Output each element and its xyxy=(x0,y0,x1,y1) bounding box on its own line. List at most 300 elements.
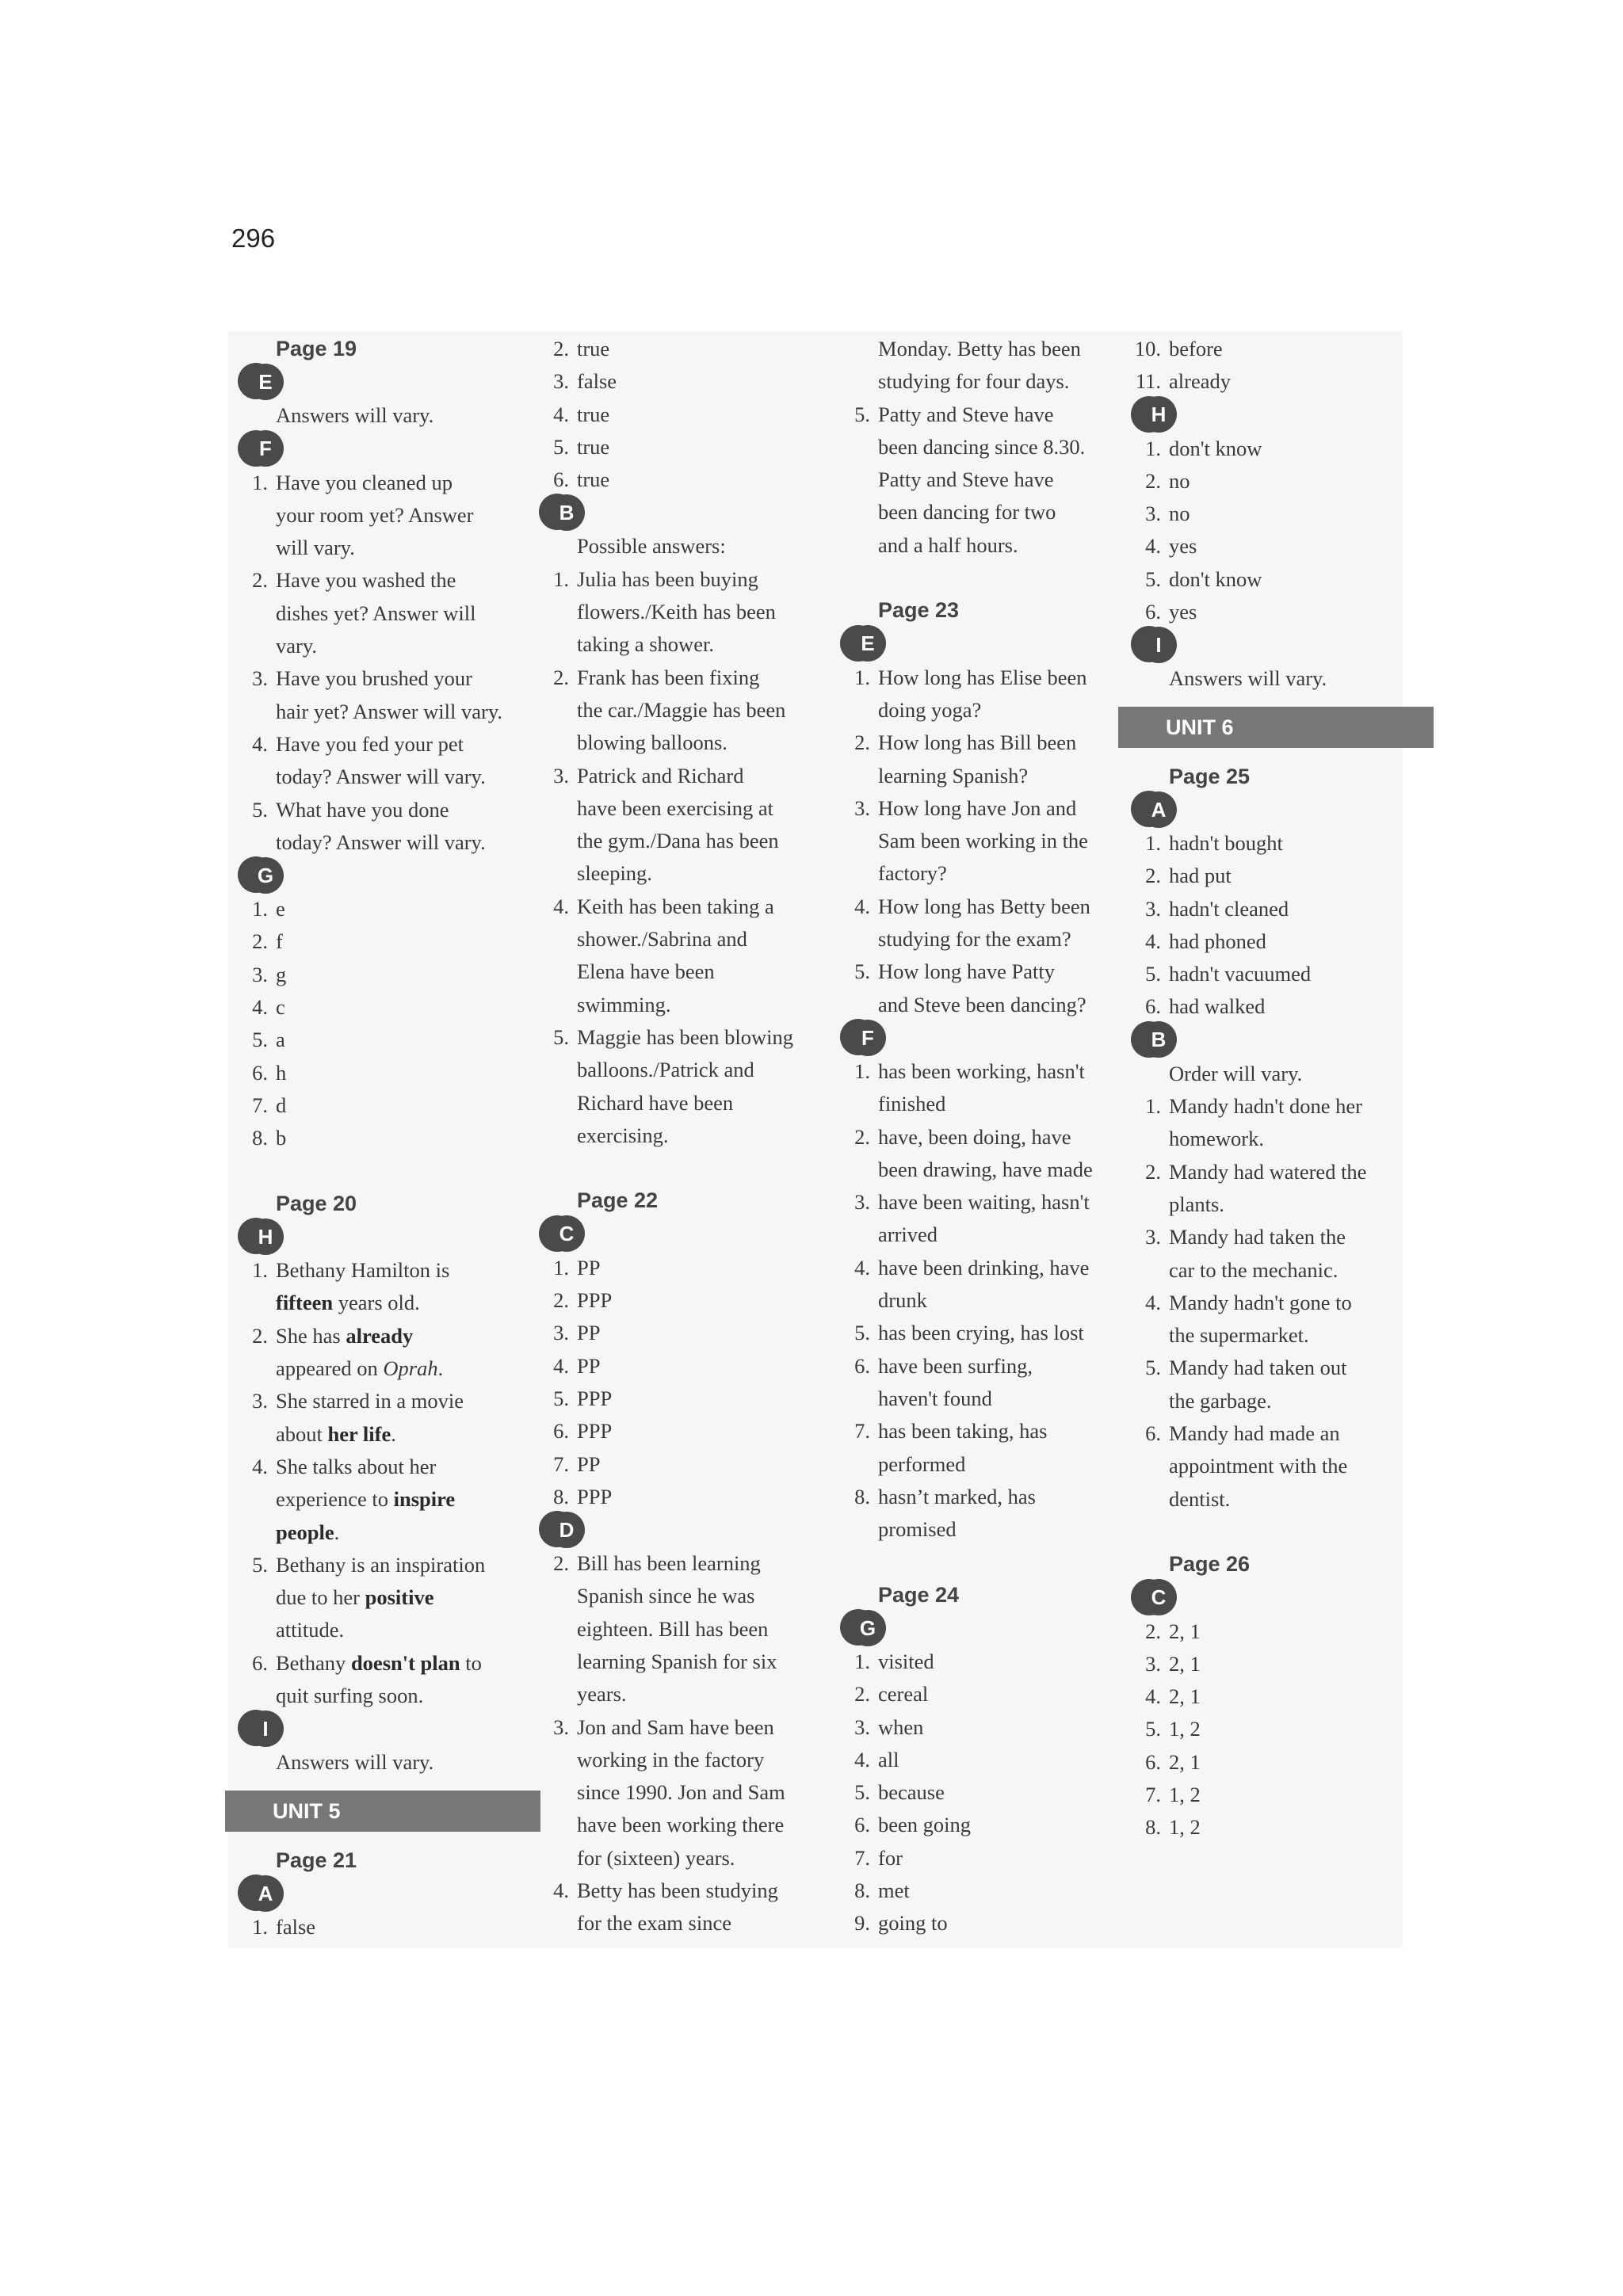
answer-text: drunk xyxy=(878,1288,927,1313)
answer-text: How long has Bill been xyxy=(878,730,1077,755)
answer-item xyxy=(529,1021,815,1054)
item-number: 6. xyxy=(1145,1749,1161,1774)
exercise-badge xyxy=(238,363,274,399)
item-number: 1. xyxy=(1145,1094,1161,1119)
answer-text: Patty and Steve have xyxy=(878,402,1054,426)
answer-text: vary. xyxy=(276,634,317,658)
item-number: 3. xyxy=(854,795,870,820)
answer-note xyxy=(1121,662,1399,695)
exercise-badge xyxy=(539,1511,575,1547)
answer-text: car to the mechanic. xyxy=(1169,1257,1338,1282)
answer-text: 2, 1 xyxy=(1169,1684,1201,1709)
answer-continuation xyxy=(831,825,1116,857)
answer-text: haven't found xyxy=(878,1386,992,1410)
answer-text: working in the factory xyxy=(577,1747,765,1772)
item-number: 4. xyxy=(252,1454,268,1478)
answer-continuation xyxy=(228,761,506,793)
answer-item xyxy=(831,1350,1116,1383)
item-number: 2. xyxy=(252,929,268,954)
answer-text: Oprah xyxy=(383,1356,438,1381)
answer-item xyxy=(1121,925,1399,958)
answer-text: Patty and Steve have xyxy=(878,467,1054,492)
answer-continuation xyxy=(529,923,815,955)
item-number: 5. xyxy=(1145,1356,1161,1380)
answer-text: been drawing, have made xyxy=(878,1157,1093,1181)
answer-item xyxy=(1121,333,1399,365)
answer-text: doing yoga? xyxy=(878,697,982,722)
exercise-letter-badge: G xyxy=(247,857,284,894)
exercise-letter-badge: G xyxy=(850,1610,886,1646)
answer-item xyxy=(831,1842,1116,1875)
answer-text: arrived xyxy=(878,1222,938,1247)
answer-text: for the exam since xyxy=(577,1911,731,1936)
item-number: 4. xyxy=(553,1878,569,1903)
item-number: 3. xyxy=(1145,1651,1161,1676)
answer-item xyxy=(228,794,506,826)
answer-text: PPP xyxy=(577,1484,613,1508)
answer-item xyxy=(529,662,815,694)
item-number: 1. xyxy=(252,1258,268,1283)
item-number: 11. xyxy=(1135,369,1161,394)
answer-text: exercising. xyxy=(577,1123,669,1147)
answer-continuation xyxy=(228,532,506,564)
answer-text: false xyxy=(577,369,617,394)
answer-item xyxy=(1121,1746,1399,1779)
answer-item xyxy=(831,1415,1116,1447)
answer-text: had put xyxy=(1169,864,1232,888)
item-number: 5. xyxy=(252,797,268,822)
item-number: 2. xyxy=(1145,1619,1161,1643)
item-number: 2. xyxy=(553,1551,569,1576)
answer-text: She has xyxy=(276,1323,346,1348)
answer-continuation xyxy=(529,1119,815,1152)
item-number: 5. xyxy=(553,434,569,459)
answer-text: studying for four days. xyxy=(878,369,1070,394)
answer-text: met xyxy=(878,1878,910,1903)
answer-text: Possible answers: xyxy=(577,534,726,559)
answer-item xyxy=(1121,1779,1399,1811)
answer-item xyxy=(228,564,506,597)
exercise-letter-badge: A xyxy=(247,1875,284,1912)
answer-text: Betty has been studying xyxy=(577,1878,778,1903)
answer-text: since 1990. Jon and Sam xyxy=(577,1780,785,1805)
answer-item xyxy=(1121,465,1399,498)
answer-continuation xyxy=(831,496,1116,528)
answer-text: dentist. xyxy=(1169,1486,1231,1511)
answer-text: false xyxy=(276,1914,316,1939)
answer-continuation xyxy=(529,1907,815,1939)
page-heading-text: Page 19 xyxy=(276,337,357,360)
answer-continuation xyxy=(1121,1123,1399,1155)
answer-item xyxy=(228,467,506,499)
answer-text: don't know xyxy=(1169,436,1262,460)
item-number: 4. xyxy=(1145,929,1161,953)
answer-continuation xyxy=(228,1516,506,1549)
answer-text: quit surfing soon. xyxy=(276,1683,424,1707)
answer-continuation xyxy=(1121,1254,1399,1287)
item-number: 6. xyxy=(252,1060,268,1085)
item-number: 4. xyxy=(1145,1684,1161,1709)
item-number: 3. xyxy=(252,962,268,986)
answer-text: blowing balloons. xyxy=(577,730,727,755)
answer-item xyxy=(831,727,1116,759)
answer-text: hasn’t marked, has xyxy=(878,1484,1036,1508)
item-number: 2. xyxy=(252,568,268,593)
exercise-badge xyxy=(1131,396,1167,433)
answer-continuation xyxy=(228,696,506,728)
answer-continuation xyxy=(529,1054,815,1086)
answer-text: homework. xyxy=(1169,1127,1264,1151)
answer-item xyxy=(831,1481,1116,1513)
exercise-letter-badge: F xyxy=(850,1020,886,1056)
answer-item xyxy=(1121,1615,1399,1648)
answer-text: due to her xyxy=(276,1585,365,1610)
answer-text: about xyxy=(276,1421,328,1446)
item-number: 5. xyxy=(252,1028,268,1052)
answer-item xyxy=(228,893,506,925)
answer-item xyxy=(831,1252,1116,1284)
answer-item xyxy=(529,399,815,431)
answer-text: How long has Betty been xyxy=(878,894,1090,918)
answer-continuation xyxy=(529,1646,815,1678)
item-number: 5. xyxy=(553,1024,569,1049)
answer-item xyxy=(228,959,506,991)
answer-continuation xyxy=(831,923,1116,955)
answer-text: Have you brushed your xyxy=(276,666,473,691)
answer-text: e xyxy=(276,897,285,921)
section-heading xyxy=(1121,761,1399,793)
answer-item xyxy=(1121,563,1399,596)
answer-text: have been working there xyxy=(577,1813,785,1837)
answer-text: She starred in a movie xyxy=(276,1389,464,1413)
page-number: 296 xyxy=(231,223,276,253)
answer-item xyxy=(831,1907,1116,1939)
answer-text: and a half hours. xyxy=(878,532,1018,557)
answer-text: f xyxy=(276,929,283,954)
answer-item xyxy=(529,1547,815,1580)
item-number: 3. xyxy=(252,1389,268,1413)
answer-text: have been exercising at xyxy=(577,795,773,820)
exercise-letter-badge: E xyxy=(247,364,284,400)
answer-item xyxy=(831,891,1116,923)
answer-item xyxy=(529,563,815,596)
answer-column-4 xyxy=(1121,333,1399,1844)
answer-continuation xyxy=(228,826,506,859)
answer-item xyxy=(1121,893,1399,925)
answer-item xyxy=(1121,1648,1399,1680)
answer-continuation xyxy=(529,1744,815,1776)
answer-item xyxy=(1121,1156,1399,1188)
answer-continuation xyxy=(831,760,1116,792)
answer-text: PP xyxy=(577,1451,601,1476)
item-number: 6. xyxy=(1145,600,1161,624)
answer-column-1 xyxy=(228,333,506,1943)
answer-continuation xyxy=(831,529,1116,562)
page-heading-text: Page 26 xyxy=(1169,1552,1251,1577)
exercise-letter-badge: B xyxy=(548,494,585,531)
answer-continuation xyxy=(831,431,1116,463)
item-number: 6. xyxy=(1145,994,1161,1019)
item-number: 5. xyxy=(1145,962,1161,986)
answer-text: had walked xyxy=(1169,994,1266,1019)
page-heading-text: Page 25 xyxy=(1169,764,1251,788)
answer-text: yes xyxy=(1169,600,1197,624)
answer-continuation xyxy=(831,1383,1116,1415)
answer-item xyxy=(529,891,815,923)
answer-item xyxy=(1121,958,1399,990)
answer-text: attitude. xyxy=(276,1618,345,1642)
item-number: 2. xyxy=(1145,468,1161,493)
answer-continuation xyxy=(529,1842,815,1875)
answer-text: true xyxy=(577,467,610,492)
answer-continuation xyxy=(228,1614,506,1646)
item-number: 3. xyxy=(553,369,569,394)
spacer xyxy=(831,1546,1116,1578)
exercise-badge xyxy=(238,1218,274,1254)
item-number: 4. xyxy=(553,894,569,918)
item-number: 3. xyxy=(553,763,569,788)
answer-continuation xyxy=(831,1448,1116,1481)
answer-item xyxy=(228,1451,506,1483)
answer-text: appeared on xyxy=(276,1356,384,1381)
item-number: 2. xyxy=(553,1288,569,1313)
answer-text: and Steve been dancing? xyxy=(878,992,1086,1016)
answer-text: Richard have been xyxy=(577,1090,734,1115)
answer-continuation xyxy=(228,499,506,532)
answer-item xyxy=(228,1122,506,1154)
answer-text: when xyxy=(878,1714,924,1739)
answer-text: have been drinking, have xyxy=(878,1255,1090,1280)
item-number: 4. xyxy=(553,1353,569,1378)
answer-text: taking a shower. xyxy=(577,632,714,657)
answer-text: balloons./Patrick and xyxy=(577,1058,754,1082)
answer-item xyxy=(831,1875,1116,1907)
answer-item xyxy=(529,365,815,398)
answer-text: sleeping. xyxy=(577,861,652,886)
answer-item xyxy=(529,1875,815,1907)
answer-item xyxy=(1121,433,1399,465)
item-number: 5. xyxy=(1145,566,1161,591)
answer-item xyxy=(228,1089,506,1122)
answer-text: all xyxy=(878,1747,899,1772)
exercise-badge xyxy=(840,625,876,662)
answer-text: 2, 1 xyxy=(1169,1619,1201,1643)
answer-continuation xyxy=(529,1809,815,1841)
unit-banner: UNIT 5 xyxy=(225,1791,540,1832)
answer-continuation xyxy=(228,1287,506,1319)
answer-text: Have you washed the xyxy=(276,568,456,593)
answer-text: hair yet? Answer will vary. xyxy=(276,699,503,723)
exercise-badge xyxy=(238,1710,274,1746)
item-number: 5. xyxy=(854,1780,870,1805)
answer-text: 2, 1 xyxy=(1169,1651,1201,1676)
answer-item xyxy=(228,1647,506,1680)
answer-text: the supermarket. xyxy=(1169,1323,1309,1348)
answer-text: learning Spanish? xyxy=(878,763,1029,788)
spacer xyxy=(1121,1516,1399,1548)
answer-text: PPP xyxy=(577,1419,613,1444)
exercise-badge xyxy=(1131,791,1167,827)
answer-note xyxy=(529,530,815,563)
answer-text: years. xyxy=(577,1682,627,1707)
answer-continuation xyxy=(529,825,815,857)
answer-item xyxy=(529,1415,815,1447)
answer-item xyxy=(529,463,815,496)
answer-item xyxy=(1121,1417,1399,1450)
answer-text: Bethany xyxy=(276,1650,351,1675)
answer-continuation xyxy=(831,365,1116,398)
answer-continuation xyxy=(529,1678,815,1711)
item-number: 5. xyxy=(252,1552,268,1577)
exercise-letter-badge: F xyxy=(247,430,284,467)
answer-text: Have you cleaned up xyxy=(276,470,453,494)
item-number: 4. xyxy=(252,995,268,1020)
answer-text: 2, 1 xyxy=(1169,1749,1201,1774)
exercise-letter-badge: B xyxy=(1140,1021,1177,1058)
answer-item xyxy=(228,991,506,1024)
answer-text: PP xyxy=(577,1321,601,1345)
answer-item xyxy=(831,1646,1116,1678)
answer-item xyxy=(831,662,1116,694)
item-number: 6. xyxy=(1145,1421,1161,1446)
item-number: 5. xyxy=(553,1386,569,1410)
item-number: 1. xyxy=(252,470,268,494)
item-number: 5. xyxy=(1145,1717,1161,1741)
answer-item xyxy=(1121,1090,1399,1123)
item-number: 2. xyxy=(553,337,569,360)
answer-text: Mandy had taken the xyxy=(1169,1225,1346,1249)
answer-text: to xyxy=(460,1650,482,1675)
exercise-badge xyxy=(840,1609,876,1646)
answer-item xyxy=(529,1383,815,1415)
answer-item xyxy=(228,1254,506,1287)
answer-continuation xyxy=(529,1087,815,1119)
answer-text: Mandy had watered the xyxy=(1169,1159,1367,1184)
answer-item xyxy=(831,1186,1116,1219)
answer-text: yes xyxy=(1169,534,1197,559)
answer-text: . xyxy=(437,1356,444,1381)
answer-text: Answers will vary. xyxy=(276,403,434,428)
answer-text: Mandy hadn't gone to xyxy=(1169,1290,1352,1314)
answer-column-2 xyxy=(529,333,815,1940)
answer-text: finished xyxy=(878,1092,946,1116)
answer-text: been dancing since 8.30. xyxy=(878,434,1086,459)
answer-text: Julia has been buying xyxy=(577,566,758,591)
answer-text: hadn't cleaned xyxy=(1169,896,1289,921)
answer-item xyxy=(529,1711,815,1744)
item-number: 4. xyxy=(1145,1290,1161,1314)
answer-continuation xyxy=(831,1088,1116,1120)
section-heading xyxy=(831,1579,1116,1611)
answer-item xyxy=(1121,1287,1399,1319)
exercise-letter-badge: E xyxy=(850,625,886,662)
answer-text: PPP xyxy=(577,1386,613,1410)
answer-text: Bethany is an inspiration xyxy=(276,1552,486,1577)
answer-text: doesn't plan xyxy=(350,1650,460,1675)
item-number: 2. xyxy=(854,1124,870,1149)
answer-item xyxy=(228,1911,506,1943)
answer-continuation xyxy=(831,1284,1116,1317)
answer-note xyxy=(228,1746,506,1779)
answer-item xyxy=(1121,860,1399,892)
answer-text: already xyxy=(346,1323,414,1348)
exercise-badge xyxy=(238,856,274,893)
item-number: 3. xyxy=(1145,502,1161,526)
answer-text: Spanish since he was xyxy=(577,1584,755,1608)
answer-continuation xyxy=(1121,1385,1399,1417)
answer-item xyxy=(1121,530,1399,563)
answer-item xyxy=(831,1055,1116,1088)
answer-text: Keith has been taking a xyxy=(577,894,774,918)
answer-text: Order will vary. xyxy=(1169,1061,1303,1085)
answer-continuation xyxy=(529,1580,815,1612)
answer-item xyxy=(1121,1221,1399,1253)
answer-note xyxy=(1121,1058,1399,1090)
answer-continuation xyxy=(831,333,1116,365)
answer-text: What have you done xyxy=(276,797,449,822)
answer-text: people xyxy=(276,1520,334,1544)
answer-continuation xyxy=(228,1483,506,1516)
exercise-letter-badge: H xyxy=(1140,396,1177,433)
answer-text: your room yet? Answer xyxy=(276,502,474,527)
answer-text: hadn't bought xyxy=(1169,830,1283,855)
answer-continuation xyxy=(831,857,1116,890)
section-heading xyxy=(228,1844,506,1877)
answer-text: the garbage. xyxy=(1169,1388,1272,1413)
answer-text: no xyxy=(1169,468,1190,493)
answer-text: because xyxy=(878,1780,945,1805)
answer-text: appointment with the xyxy=(1169,1454,1348,1478)
answer-text: Sam been working in the xyxy=(878,829,1088,853)
item-number: 3. xyxy=(1145,896,1161,921)
item-number: 1. xyxy=(252,897,268,921)
answer-text: true xyxy=(577,337,610,360)
section-heading xyxy=(529,1184,815,1217)
answer-item xyxy=(228,1549,506,1581)
exercise-letter-badge: I xyxy=(1140,627,1177,663)
answer-continuation xyxy=(831,989,1116,1021)
answer-text: the car./Maggie has been xyxy=(577,697,786,722)
item-number: 10. xyxy=(1134,337,1161,360)
answer-continuation xyxy=(228,597,506,630)
answer-item xyxy=(1121,1811,1399,1844)
answer-item xyxy=(228,662,506,695)
page-heading-text: Page 24 xyxy=(878,1582,960,1607)
answer-continuation xyxy=(831,1154,1116,1186)
answer-text: visited xyxy=(878,1649,934,1673)
answer-item xyxy=(831,1776,1116,1809)
answer-text: 1, 2 xyxy=(1169,1815,1201,1840)
answer-item xyxy=(1121,1680,1399,1713)
item-number: 7. xyxy=(854,1845,870,1870)
item-number: 3. xyxy=(553,1321,569,1345)
item-number: 3. xyxy=(1145,1225,1161,1249)
answer-text: true xyxy=(577,402,610,426)
item-number: 8. xyxy=(1145,1815,1161,1840)
answer-text: 1, 2 xyxy=(1169,1717,1201,1741)
answer-column-3 xyxy=(831,333,1116,1940)
answer-item xyxy=(831,1317,1116,1349)
item-number: 4. xyxy=(553,402,569,426)
answer-text: Mandy had made an xyxy=(1169,1421,1340,1446)
answer-text: Bill has been learning xyxy=(577,1551,761,1576)
answer-item xyxy=(1121,827,1399,860)
answer-text: true xyxy=(577,434,610,459)
answer-text: inspire xyxy=(393,1487,456,1512)
answer-text: for (sixteen) years. xyxy=(577,1845,735,1870)
answer-text: PPP xyxy=(577,1288,613,1313)
answer-text: Patrick and Richard xyxy=(577,763,744,788)
